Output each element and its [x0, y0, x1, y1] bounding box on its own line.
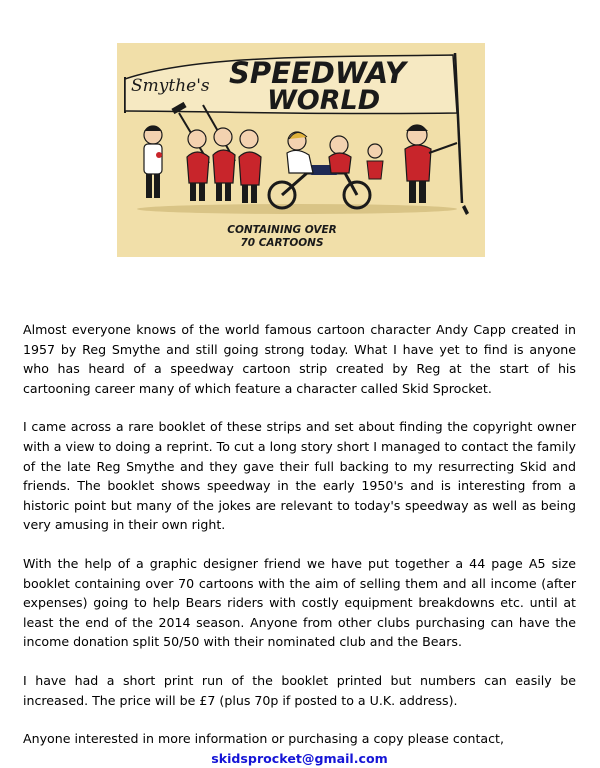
contact-email-link[interactable]: skidsprocket@gmail.com: [211, 750, 388, 766]
article-paragraph-1: Almost everyone knows of the world famous cartoon character Andy Capp created in 1957 by Reg Smythe and still going strong today. What I have yet to find is anyone who has heard of a speedway cartoon strip created by Reg at the start of his cartooning career many of which feature a character called Skid Sprocket.: [23, 322, 576, 396]
banner-title-line1: SPEEDWAY: [229, 56, 406, 90]
article-paragraph-2: I came across a rare booklet of these strips and set about finding the copyright owner with a view to doing a reprint. To cut a long story short I managed to contact the family of the late Reg Smythe and they gave their full backing to my resurrecting Skid and friends. The booklet shows speedway in the early 1950's and is interesting from a historic point but many of the jokes are relevant to today's speedway as well as being very amusing in their own right.: [23, 419, 576, 533]
cartoon-figure-3: [203, 105, 235, 201]
article-paragraph-3: With the help of a graphic designer friend we have put together a 44 page A5 size booklet containing over 70 cartoons with the aim of selling them and all income (after expenses) going to help Bears riders with costly equipment breakdowns etc. until at least the end of the 2014 season. Anyone from other clubs purchasing can have the income donation split 50/50 with their nominated club and the Bears.: [23, 555, 576, 650]
cartoon-figure-2: [171, 102, 209, 201]
banner-tagline-line1: CONTAINING OVER: [227, 224, 337, 236]
article-paragraph-4: I have had a short print run of the booklet printed but numbers can easily be increased. The price will be £7 (plus 70p if posted to a U.K. address).: [23, 672, 576, 708]
banner-script-title: Smythe's: [131, 76, 210, 96]
banner-title-line2: WORLD: [267, 85, 381, 116]
cartoon-figure-1: [144, 126, 162, 198]
cartoon-figure-5: [367, 144, 383, 179]
cartoon-figure-4: [239, 130, 261, 203]
article-body: [23, 320, 576, 768]
cartoon-flag-bearer: [405, 125, 457, 203]
banner-illustration: [117, 43, 485, 257]
banner-tagline-line2: 70 CARTOONS: [240, 237, 324, 249]
cartoon-motorbike: [269, 132, 370, 208]
speedway-world-banner: [117, 43, 485, 257]
article-paragraph-5: Anyone interested in more information or purchasing a copy please contact,: [23, 731, 504, 747]
spanner-icon: [462, 205, 469, 215]
